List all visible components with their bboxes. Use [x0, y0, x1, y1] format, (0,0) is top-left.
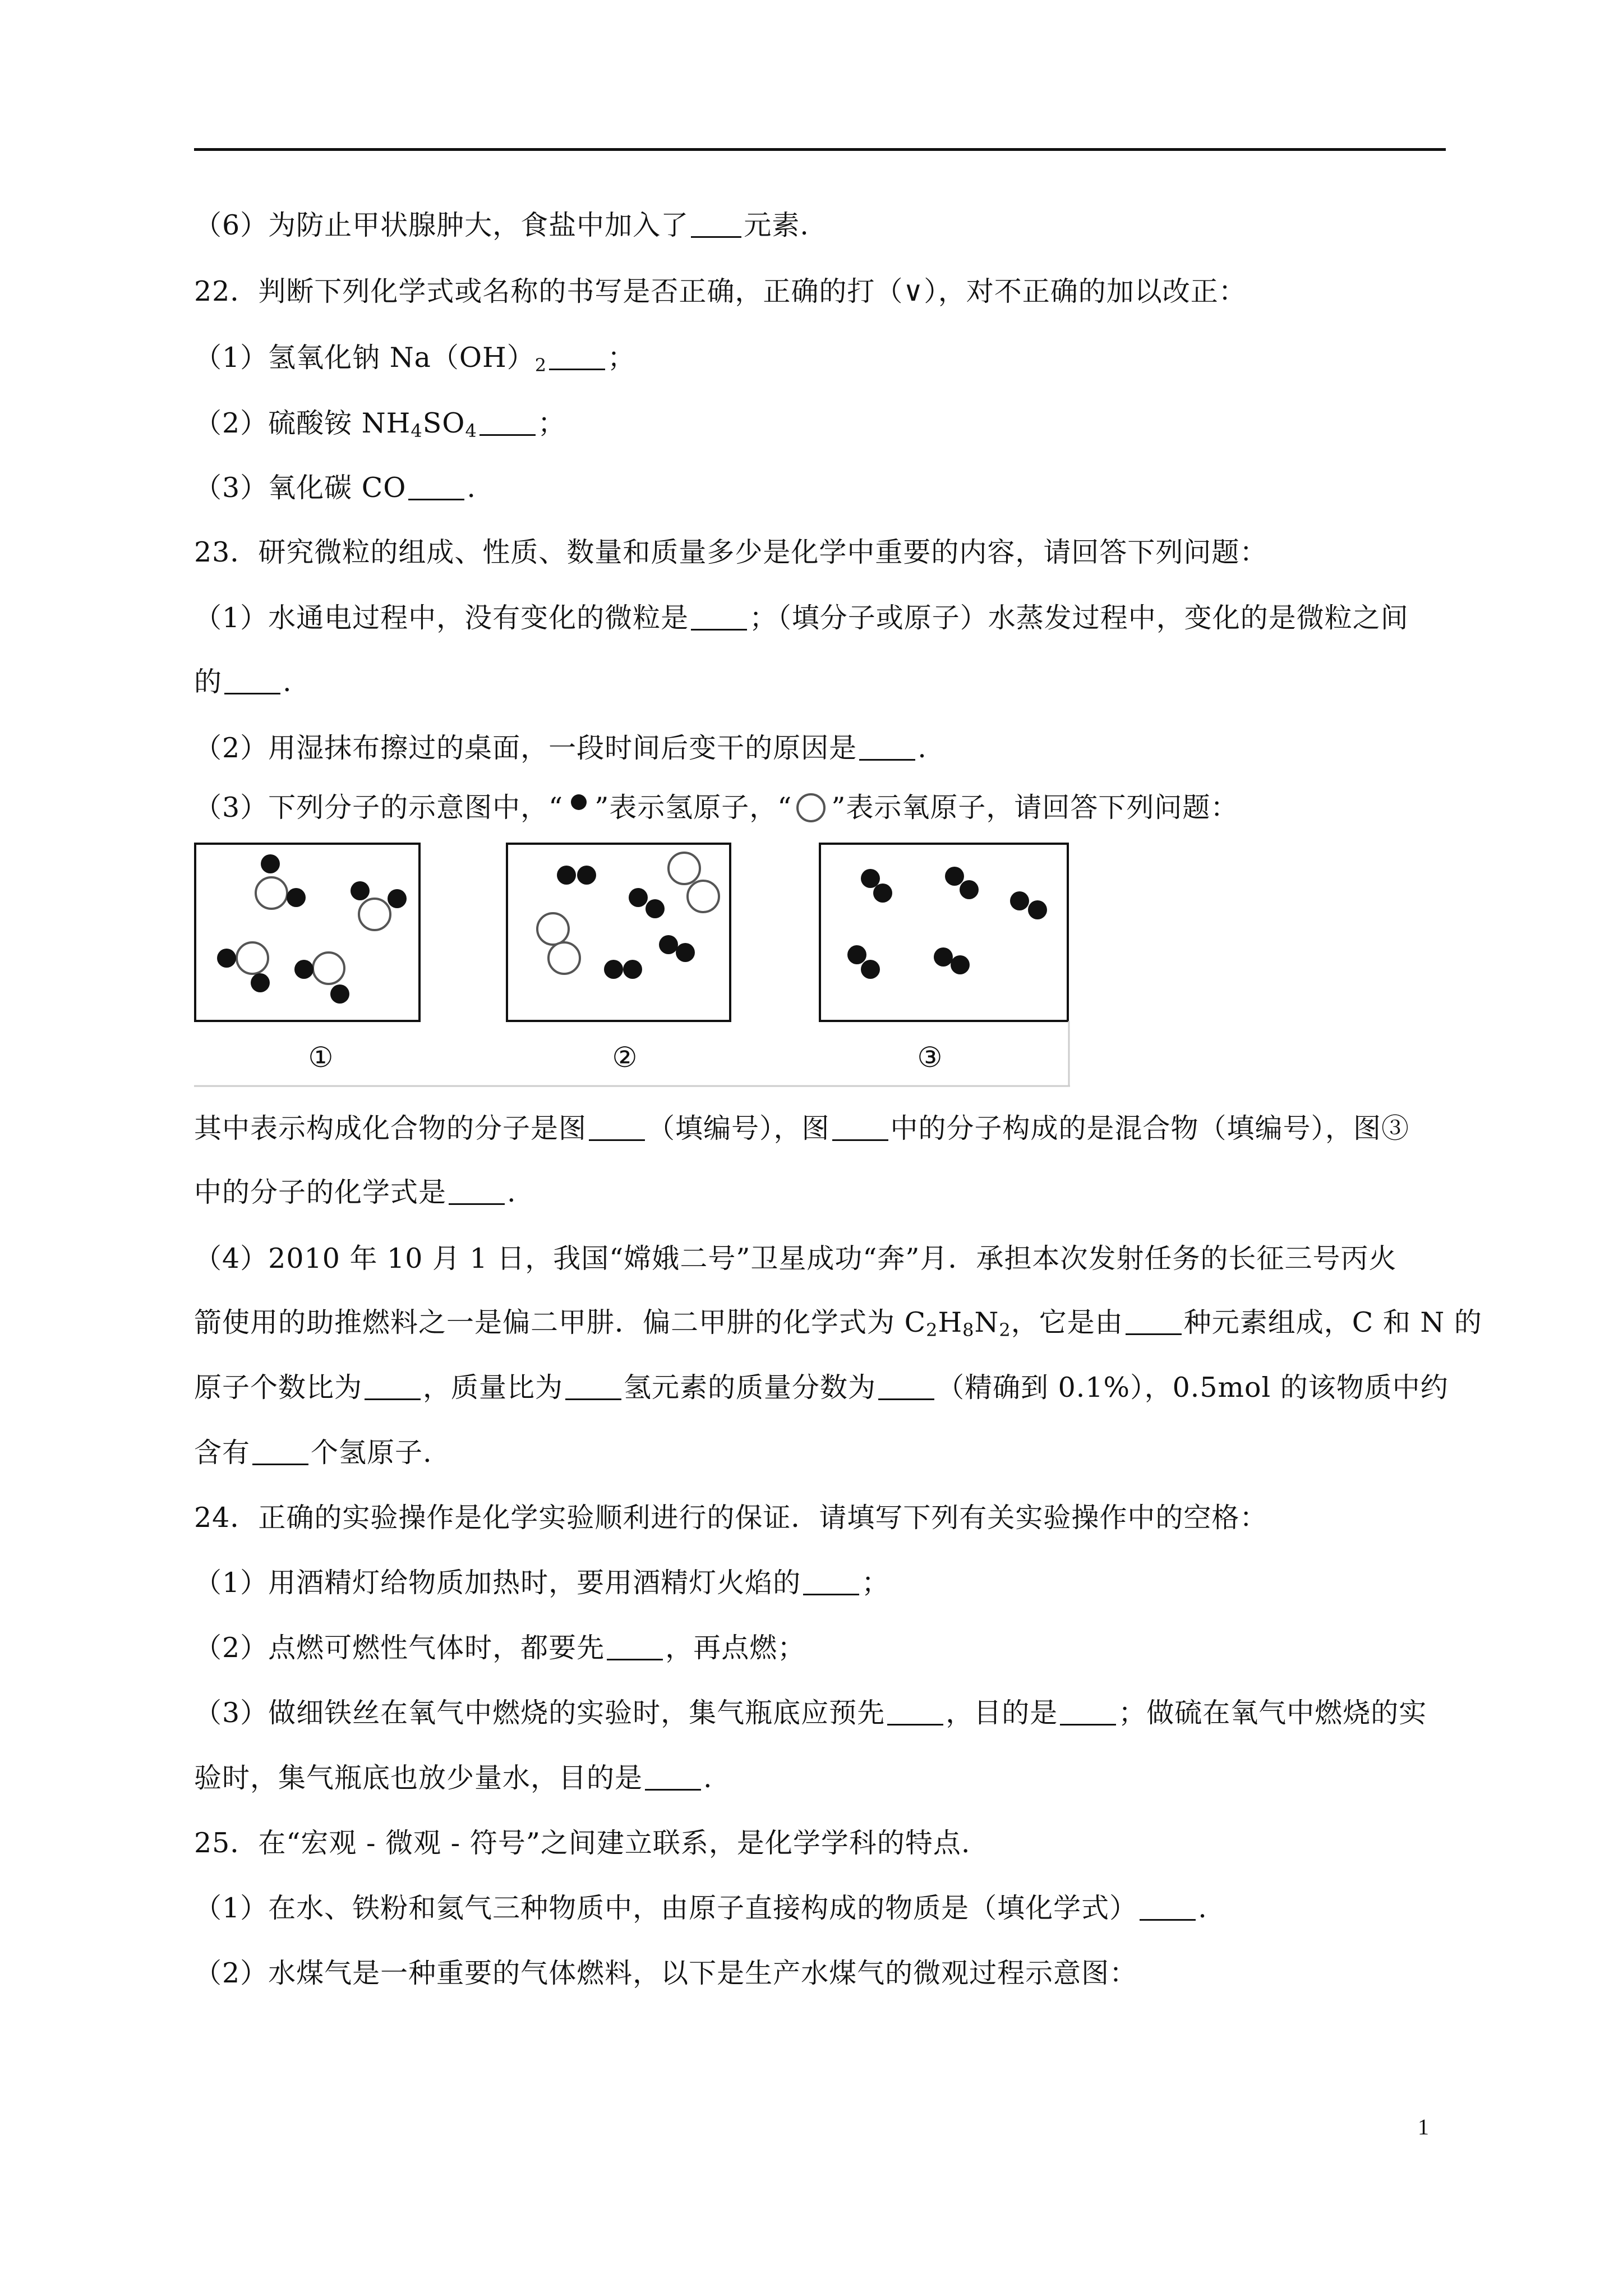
answer-blank[interactable] — [565, 1398, 621, 1400]
q24-line-3-cont: 验时，集气瓶底也放少量水，目的是 . — [194, 1762, 713, 1794]
answer-blank[interactable] — [252, 1464, 308, 1465]
answer-blank[interactable] — [859, 759, 915, 761]
q23-line-1: （1）水通电过程中，没有变化的微粒是 ；（填分子或原子）水蒸发过程中，变化的是微粒之间 — [194, 602, 1409, 634]
q25-line-1: （1）在水、铁粉和氦气三种物质中，由原子直接构成的物质是（填化学式） . — [194, 1892, 1207, 1924]
answer-blank[interactable] — [549, 369, 605, 370]
box-1 — [195, 844, 419, 1021]
header-rule — [194, 148, 1446, 151]
q24-line-1: （1）用酒精灯给物质加热时，要用酒精灯火焰的 ； — [194, 1567, 890, 1599]
hydrogen-atom-icon — [563, 792, 594, 828]
answer-blank[interactable] — [479, 434, 536, 436]
fig-label-1: ① — [308, 1041, 334, 1074]
fig-label-2: ② — [612, 1041, 638, 1074]
fig-label-3: ③ — [917, 1041, 943, 1074]
q22-line-3: （3）氧化碳 CO . — [194, 472, 476, 504]
q24-line-3: （3）做细铁丝在氧气中燃烧的实验时，集气瓶底应预先 ，目的是 ；做硫在氧气中燃烧的实 — [194, 1697, 1427, 1729]
answer-blank[interactable] — [691, 629, 747, 631]
q23-line-4-2: 箭使用的助推燃料之一是偏二甲肼．偏二甲肼的化学式为 $C_2H_8N_2$，它是由 种元素组成，C 和 N 的 — [194, 1306, 1482, 1341]
answer-blank[interactable] — [449, 1203, 505, 1205]
q23-line-4-4: 含有 个氢原子. — [194, 1437, 432, 1469]
q23-answer-line-2: 中的分子的化学式是 . — [194, 1176, 517, 1208]
molecule-diagram-svg — [194, 839, 1070, 1087]
q23-answer-line-1: 其中表示构成化合物的分子是图 （填编号），图 中的分子构成的是混合物（填编号），图③ — [194, 1112, 1410, 1144]
q24-line-2: （2）点燃可燃性气体时，都要先 ，再点燃； — [194, 1632, 806, 1664]
page-number: 1 — [1418, 2114, 1429, 2139]
q22-line-2: （2）硫酸铵 $NH_4SO_4$ ； — [194, 407, 566, 441]
q22-stem: 22．判断下列化学式或名称的书写是否正确，正确的打（∨），对不正确的加以改正： — [194, 275, 1247, 307]
q23-stem: 23．研究微粒的组成、性质、数量和质量多少是化学中重要的内容，请回答下列问题： — [194, 536, 1268, 568]
answer-blank[interactable] — [1140, 1919, 1196, 1921]
q21-line-6: （6）为防止甲状腺肿大，食盐中加入了 元素. — [194, 209, 809, 241]
answer-blank[interactable] — [878, 1398, 934, 1400]
answer-blank[interactable] — [408, 499, 464, 500]
q25-stem: 25．在“宏观 - 微观 - 符号”之间建立联系，是化学学科的特点. — [194, 1827, 971, 1859]
answer-blank[interactable] — [887, 1724, 943, 1726]
answer-blank[interactable] — [1126, 1333, 1182, 1335]
answer-blank[interactable] — [1060, 1724, 1116, 1726]
q23-line-4-3: 原子个数比为 ，质量比为 氢元素的质量分数为 （精确到 0.1%），0.5mol 的该物质中约 — [194, 1372, 1449, 1404]
box-3-molecules — [847, 867, 1047, 979]
q23-line-4-1: （4）2010 年 10 月 1 日，我国“嫦娥二号”卫星成功“奔”月．承担本次发射任务的长征三号丙火 — [194, 1243, 1397, 1274]
answer-blank[interactable] — [803, 1594, 859, 1595]
molecule-diagram — [194, 839, 1070, 1087]
q25-line-2: （2）水煤气是一种重要的气体燃料，以下是生产水煤气的微观过程示意图： — [194, 1957, 1138, 1989]
box-3 — [820, 844, 1068, 1021]
answer-blank[interactable] — [691, 236, 741, 238]
q23-line-1-cont: 的 . — [194, 666, 292, 698]
box-2-molecules — [537, 853, 719, 979]
answer-blank[interactable] — [589, 1139, 645, 1141]
q22-line-1: （1）氢氧化钠 $Na(OH)_2$ ； — [194, 342, 636, 376]
q24-stem: 24．正确的实验操作是化学实验顺利进行的保证．请填写下列有关实验操作中的空格： — [194, 1502, 1268, 1534]
oxygen-atom-icon — [792, 792, 831, 828]
answer-blank[interactable] — [607, 1659, 663, 1660]
answer-blank[interactable] — [365, 1398, 421, 1400]
q23-line-2: （2）用湿抹布擦过的桌面，一段时间后变干的原因是 . — [194, 732, 927, 764]
answer-blank[interactable] — [645, 1789, 701, 1791]
box-1-molecules — [217, 854, 407, 1004]
answer-blank[interactable] — [224, 693, 280, 694]
answer-blank[interactable] — [832, 1139, 888, 1141]
q23-line-3: （3）下列分子的示意图中，“ ”表示氢原子，“ ”表示氧原子，请回答下列问题： — [194, 791, 1238, 828]
